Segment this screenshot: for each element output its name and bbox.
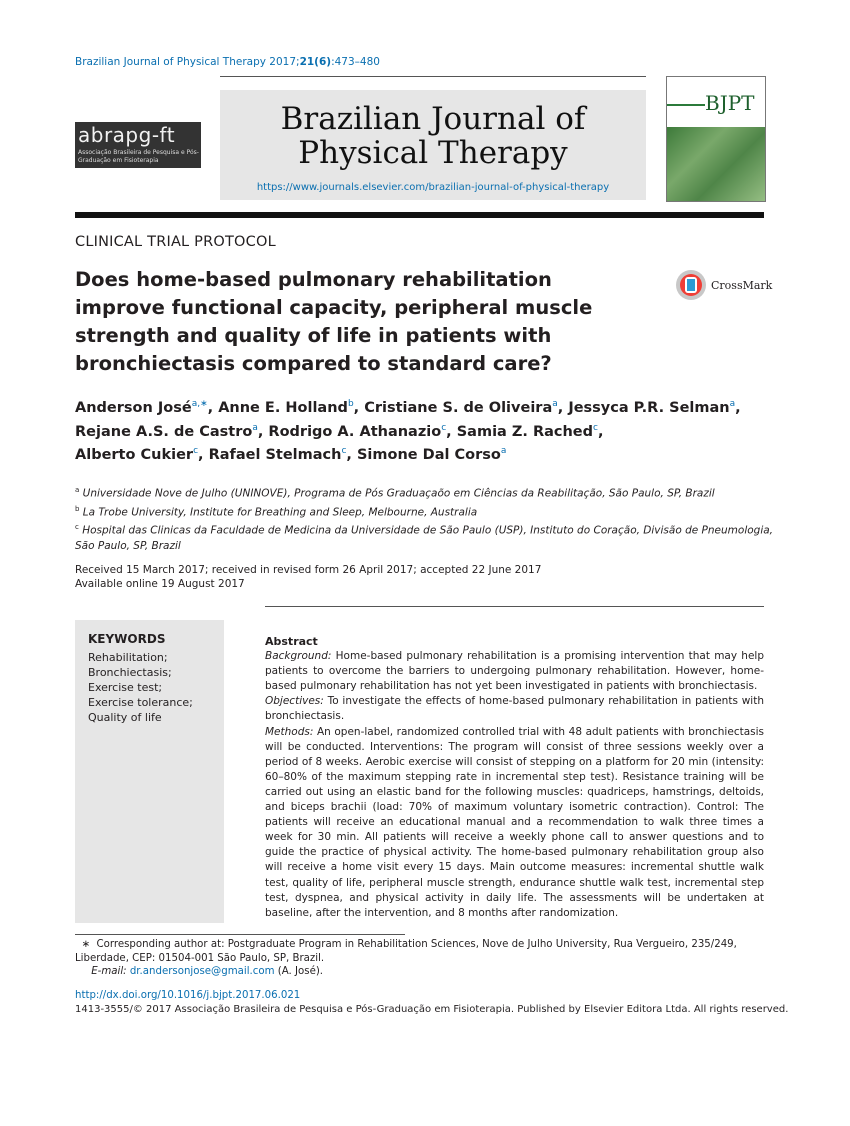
- author[interactable]: Rodrigo A. Athanazio$^c$,: [268, 422, 457, 440]
- header-top-rule: [220, 76, 646, 77]
- online-date: Available online 19 August 2017: [75, 578, 245, 590]
- author[interactable]: Rejane A.S. de Castro$^a$,: [75, 422, 269, 440]
- logo-text: abrapg-ft: [78, 123, 176, 147]
- affiliation-item: $^c$ Hospital das Clinicas da Faculdade de Medicina da Universidade de São Paulo (USP), Instituto do Coração, Divisão de Pneumologia, São Paulo, SP, Brazil: [75, 523, 774, 552]
- copyright-notice: 1413-3555/© 2017 Associação Brasileira de Pesquisa e Pós-Graduação em Fisioterapia. Published by Elsevier Editora Ltda. All rights reserved.: [75, 1004, 789, 1015]
- journal-title-line-1: Brazilian Journal of: [280, 101, 586, 137]
- header-divider: [75, 212, 764, 218]
- abstract-heading: Abstract: [265, 635, 318, 648]
- journal-title-line-2: Physical Therapy: [298, 135, 568, 171]
- article-title: Does home-based pulmonary rehabilitation improve functional capacity, peripheral muscle strength and quality of life in patients with bronchiectasis compared to standard care?: [75, 268, 593, 375]
- journal-citation[interactable]: [75, 56, 380, 68]
- logo-subtitle: Associação Brasileira de Pesquisa e Pós-Graduação em Fisioterapia: [78, 149, 199, 164]
- keyword-item: Exercise tolerance;: [88, 696, 193, 709]
- crossmark-flag: [687, 279, 695, 291]
- footnote-rule: [75, 934, 405, 935]
- crossmark-button[interactable]: [676, 270, 773, 304]
- keyword-item: Quality of life: [88, 711, 162, 724]
- crossmark-label: CrossMark: [711, 279, 773, 292]
- cover-code: BJPT: [705, 91, 755, 115]
- keyword-item: Bronchiectasis;: [88, 666, 172, 679]
- journal-title: [220, 102, 646, 170]
- author[interactable]: Alberto Cukier$^c$,: [75, 446, 209, 464]
- affiliation-item: $^a$ Universidade Nove de Julho (UNINOVE), Programa de Pós Graduaçaõo em Ciências da Reabilitação, São Paulo, SP, Brazil: [75, 486, 715, 500]
- citation-pages: :473–480: [331, 56, 380, 68]
- citation-journal: Brazilian Journal of Physical Therapy 2017;: [75, 56, 300, 68]
- journal-url-link[interactable]: https://www.journals.elsevier.com/brazilian-journal-of-physical-therapy: [256, 182, 610, 193]
- abstract-top-rule: [265, 606, 764, 607]
- affiliations: [75, 483, 775, 554]
- author[interactable]: Samia Z. Rached$^c$,: [456, 422, 604, 440]
- abstract-background: Background: Home-based pulmonary rehabilitation is a promising intervention that may help patients to overcome the barriers to undergoing pulmonary rehabilitation. However, home-based pulmonary rehabilitation has not yet been investigated in patients with bronchiectasis.: [265, 650, 764, 693]
- affiliation-item: $^b$ La Trobe University, Institute for Breathing and Sleep, Melbourne, Australia: [75, 504, 478, 518]
- keyword-item: Exercise test;: [88, 681, 163, 694]
- author[interactable]: Rafael Stelmach$^c$,: [208, 446, 357, 464]
- doi-link[interactable]: http://dx.doi.org/10.1016/j.bjpt.2017.06.021: [75, 990, 301, 1001]
- author[interactable]: Simone Dal Corso$^a$: [356, 446, 507, 464]
- received-dates: Received 15 March 2017; received in revised form 26 April 2017; accepted 22 June 2017: [75, 564, 542, 576]
- cover-accent-line: [667, 104, 705, 106]
- author[interactable]: Jessyca P.R. Selman$^a$,: [568, 399, 741, 416]
- abstract-methods: Methods: An open-label, randomized controlled trial with 48 adult patients with bronchiectasis will be conducted. Interventions: The program will consist of three sessions weekly over a period of 8 weeks. Aerobic exercise will consist of stepping on a platform for 20 min (intensity: 60–80% of the maximum stepping rate in incremental step test). Resistance training will be carried out using an elastic band for the following muscles: quadriceps, hamstrings, deltoids, and biceps brachii (load: 70% of maximum voluntary isometric contraction). Control: The patients will receive an educational manual and a recommendation to walk three times a week for 30 min. All patients will receive a weekly phone call to answer questions and to guide the practice of physical activity. The home-based pulmonary rehabilitation group also will receive a home visit every 15 days. Main outcome measures: incremental shuttle walk test, quality of life, peripheral muscle strength, endurance shuttle walk test, incremental step test, dyspnea, and physical activity in daily life. The assessments will be undertaken at baseline, after the intervention, and 8 months after randomization.: [265, 725, 764, 919]
- author[interactable]: Anderson José$^{a,∗}$,: [75, 399, 219, 416]
- abstract-objectives: Objectives: To investigate the effects of home-based pulmonary rehabilitation in patients with bronchiectasis.: [265, 695, 764, 723]
- author[interactable]: Cristiane S. de Oliveira$^a$,: [364, 399, 569, 416]
- article-dates: [75, 563, 775, 591]
- cover-image: [667, 127, 765, 201]
- keywords-list: [88, 650, 193, 725]
- corresponding-author-footnote: ∗ Corresponding author at: Postgraduate Program in Rehabilitation Sciences, Nove de Julho University, Rua Vergueiro, 235/249, Liberdade, CEP: 01504-001 São Paulo, SP, Brazil. E-mail: dr.andersonjose@gmail.com (A. José).: [75, 939, 737, 977]
- keyword-item: Rehabilitation;: [88, 651, 168, 664]
- author[interactable]: Anne E. Holland$^b$,: [218, 399, 365, 416]
- journal-cover-thumbnail: [666, 76, 766, 202]
- author-email-link[interactable]: dr.andersonjose@gmail.com: [129, 966, 275, 977]
- abrapg-ft-logo: [75, 122, 201, 168]
- crossmark-icon: [676, 270, 706, 300]
- abstract: [265, 634, 764, 921]
- keywords-box: [75, 620, 224, 923]
- keywords-heading: KEYWORDS: [88, 632, 166, 646]
- author-list: [75, 394, 775, 465]
- citation-volume: 21(6): [299, 56, 332, 68]
- article-type-label: CLINICAL TRIAL PROTOCOL: [75, 234, 276, 250]
